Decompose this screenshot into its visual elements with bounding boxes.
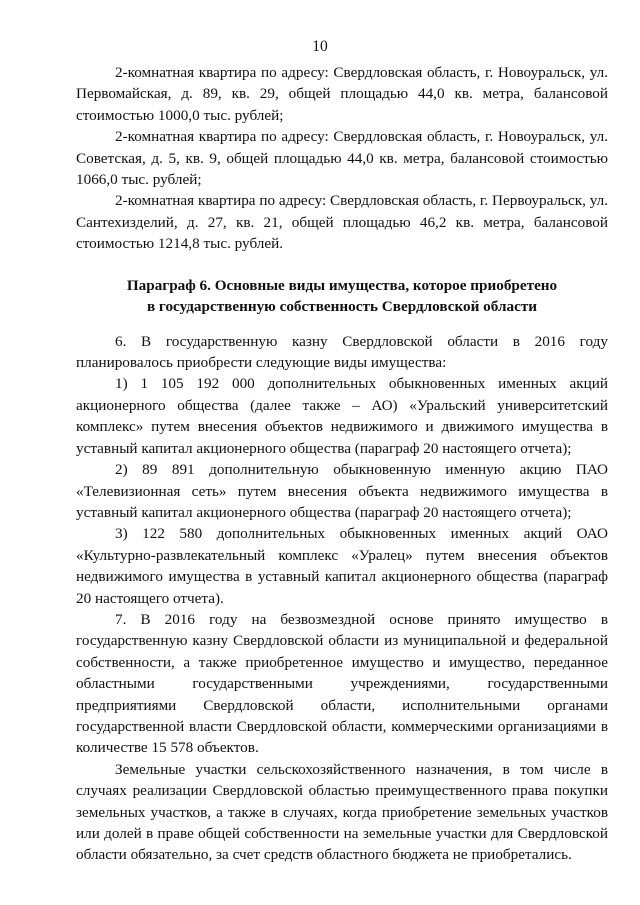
apartment-item-3: 2-комнатная квартира по адресу: Свердловская область, г. Первоуральск, ул. Сантехизделий, д. 27, кв. 21, общей площадью 46,2 кв. метра, балансовой стоимостью 1214,8 тыс. рублей. — [76, 192, 608, 253]
section-heading — [76, 275, 608, 317]
paragraph-6-intro: 6. В государственную казну Свердловской области в 2016 году планировалось приобрести следующие виды имущества: — [76, 332, 608, 372]
apartment-item-2: 2-комнатная квартира по адресу: Свердловская область, г. Новоуральск, ул. Советская, д. 5, кв. 9, общей площадью 44,0 кв. метра, балансовой стоимостью 1066,0 тыс. рублей; — [76, 128, 608, 189]
page-number: 10 — [312, 38, 328, 55]
document-body — [76, 62, 608, 866]
section-heading-line-1: Параграф 6. Основные виды имущества, которое приобретено — [126, 276, 558, 294]
apartment-item-1: 2-комнатная квартира по адресу: Свердловская область, г. Новоуральск, ул. Первомайская, д. 89, кв. 29, общей площадью 44,0 кв. метра, балансовой стоимостью 1000,0 тыс. рублей; — [76, 64, 608, 124]
section-heading-line-2: в государственную собственность Свердловской области — [146, 297, 538, 315]
list-item-1: 1) 1 105 192 000 дополнительных обыкновенных именных акций акционерного общества (далее также – АО) «Уральский университетский комплекс» путем внесения объектов недвижимого и движимого имущества в уставный капитал акционерного общества (параграф 20 настоящего отчета); — [76, 375, 608, 457]
paragraph-land-plots: Земельные участки сельскохозяйственного назначения, в том числе в случаях реализации Свердловской областью преимущественного права покупки земельных участков, а также в случаях, когда приобретение земельных участков или долей в праве общей собственности на земельные участки для Свердловской области обязательно, за счет средств областного бюджета не приобретались. — [76, 760, 608, 864]
paragraph-7: 7. В 2016 году на безвозмездной основе принято имущество в государственную казну Свердловской области из муниципальной и федеральной собственности, а также приобретенное имущество и имущество, переданное областными государственными учреждениями, государственными предприятиями Свердловской области, исполнительными органами государственной власти Свердловской области, коммерческими организациями в количестве 15 578 объектов. — [76, 610, 608, 757]
list-item-3: 3) 122 580 дополнительных обыкновенных именных акций ОАО «Культурно-развлекательный комплекс «Уралец» путем внесения объектов недвижимого имущества в уставный капитал акционерного общества (параграф 20 настоящего отчета). — [76, 525, 608, 607]
list-item-2: 2) 89 891 дополнительную обыкновенную именную акцию ПАО «Телевизионная сеть» путем внесения объекта недвижимого имущества в уставный капитал акционерного общества (параграф 20 настоящего отчета); — [76, 461, 608, 521]
